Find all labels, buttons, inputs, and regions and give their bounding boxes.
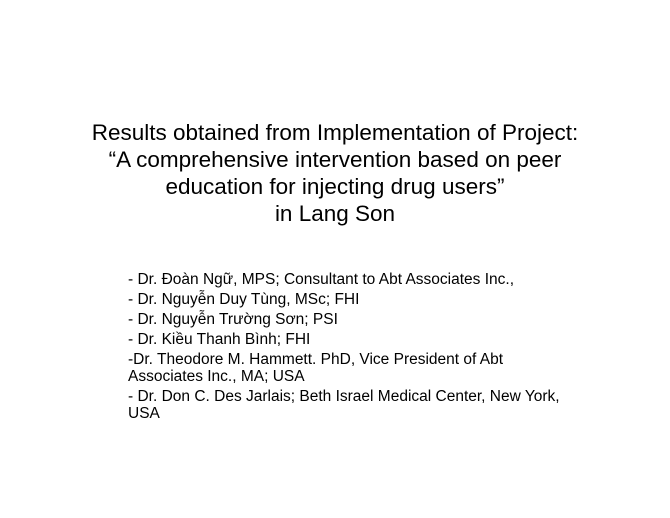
title-line: Results obtained from Implementation of Project: [91,120,579,145]
author-list [128,271,568,425]
slide-title [0,119,670,227]
author-item: - Dr. Don C. Des Jarlais; Beth Israel Medical Center, New York, USA [128,388,560,422]
author-item: - Dr. Nguyễn Duy Tùng, MSc; FHI [128,291,360,308]
title-line: in Lang Son [274,201,396,226]
author-item: - Dr. Nguyễn Trường Sơn; PSI [128,311,338,328]
author-item: -Dr. Theodore M. Hammett. PhD, Vice President of Abt Associates Inc., MA; USA [128,351,504,385]
author-item: - Dr. Kiều Thanh Bình; FHI [128,331,311,348]
author-item: - Dr. Đoàn Ngữ, MPS; Consultant to Abt Associates Inc., [128,271,514,288]
title-line: “A comprehensive intervention based on peer [108,147,562,172]
title-line: education for injecting drug users” [165,174,505,199]
